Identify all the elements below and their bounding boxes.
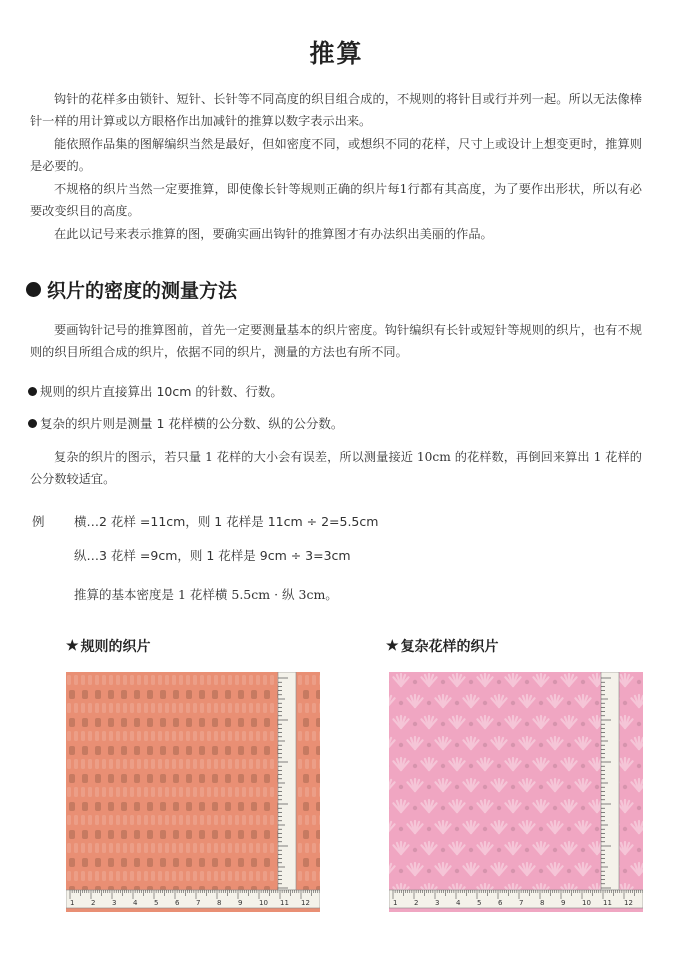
- complex-swatch-photo: [389, 672, 643, 912]
- bullet-line-complex: [28, 414, 343, 432]
- intro-paragraph-2: 能依照作品集的图解编织当然是最好，但如密度不同，或想织不同的花样，尺寸上或设计上想变更时，推算则是必要的。: [30, 137, 642, 173]
- star-icon: ★: [66, 638, 79, 654]
- intro-paragraph-4: 在此以记号来表示推算的图，要确实画出钩针的推算图才有办法织出美丽的作品。: [54, 227, 493, 241]
- bullet-text-regular: 规则的织片直接算出 10cm 的针数、行数。: [40, 384, 283, 399]
- right-caption-text: 复杂花样的织片: [400, 639, 499, 655]
- ruler-mark: 8: [540, 899, 545, 907]
- ruler-mark: 6: [498, 899, 503, 907]
- right-swatch-caption: [386, 636, 499, 656]
- bullet-text-complex: 复杂的织片则是测量 1 花样横的公分数、纵的公分数。: [40, 416, 344, 431]
- bullet-icon: [28, 387, 37, 396]
- ruler-mark: 9: [238, 899, 243, 907]
- ruler-mark: 5: [477, 899, 482, 907]
- ruler-mark: 4: [456, 899, 461, 907]
- intro-paragraph-3: 不规格的织片当然一定要推算，即使像长针等规则正确的织片每1行都有其高度，为了要作出形状，所以有必要改变织目的高度。: [30, 182, 642, 218]
- ruler-mark: 7: [196, 899, 201, 907]
- ruler-mark: 8: [217, 899, 222, 907]
- page-title: 推算: [309, 39, 364, 68]
- regular-swatch-photo: [66, 672, 320, 912]
- ruler-mark: 9: [561, 899, 566, 907]
- star-icon: ★: [386, 638, 399, 654]
- ruler-mark: 2: [91, 899, 96, 907]
- ruler-mark: 12: [624, 899, 633, 907]
- ruler-mark: 5: [154, 899, 159, 907]
- bullet-line-regular: [28, 382, 283, 400]
- left-swatch-caption: [66, 636, 151, 656]
- section-paragraph-1: 要画钩针记号的推算图前，首先一定要测量基本的织片密度。钩针编织有长针或短针等规则的织片，也有不规则的织目所组合成的织片，依据不同的织片，测量的方法也有所不同。: [30, 323, 642, 359]
- ruler-mark: 7: [519, 899, 524, 907]
- ruler-mark: 4: [133, 899, 138, 907]
- section-heading-text: 织片的密度的测量方法: [47, 280, 238, 302]
- ruler-mark: 3: [112, 899, 117, 907]
- bullet-icon: [26, 282, 41, 297]
- ruler-mark: 10: [582, 899, 591, 907]
- ruler-mark: 1: [393, 899, 398, 907]
- section-paragraph-2: 复杂的织片的图示，若只量 1 花样的大小会有误差，所以测量接近 10cm 的花样数，再倒回来算出 1 花样的公分数较适宜。: [30, 450, 642, 486]
- ruler-mark: 1: [70, 899, 75, 907]
- left-caption-text: 规则的织片: [80, 639, 151, 655]
- example-label: 例: [32, 514, 45, 529]
- section-heading: [26, 276, 237, 303]
- bullet-icon: [28, 419, 37, 428]
- ruler-mark: 3: [435, 899, 440, 907]
- ruler-mark: 10: [259, 899, 268, 907]
- example-line-horizontal: 横…2 花样 =11cm，则 1 花样是 11cm ÷ 2=5.5cm: [74, 514, 379, 529]
- intro-paragraph-1: 钩针的花样多由锁针、短针、长针等不同高度的织目组合成的，不规则的将针目或行并列一起。所以无法像棒针一样的用计算或以方眼格作出加减针的推算以数字表示出来。: [30, 92, 642, 128]
- example-line-vertical: 纵…3 花样 =9cm，则 1 花样是 9cm ÷ 3=3cm: [74, 548, 351, 563]
- ruler-mark: 12: [301, 899, 310, 907]
- ruler-mark: 6: [175, 899, 180, 907]
- ruler-mark: 11: [603, 899, 612, 907]
- ruler-mark: 2: [414, 899, 419, 907]
- ruler-mark: 11: [280, 899, 289, 907]
- example-result: 推算的基本密度是 1 花样横 5.5cm · 纵 3cm。: [74, 587, 338, 602]
